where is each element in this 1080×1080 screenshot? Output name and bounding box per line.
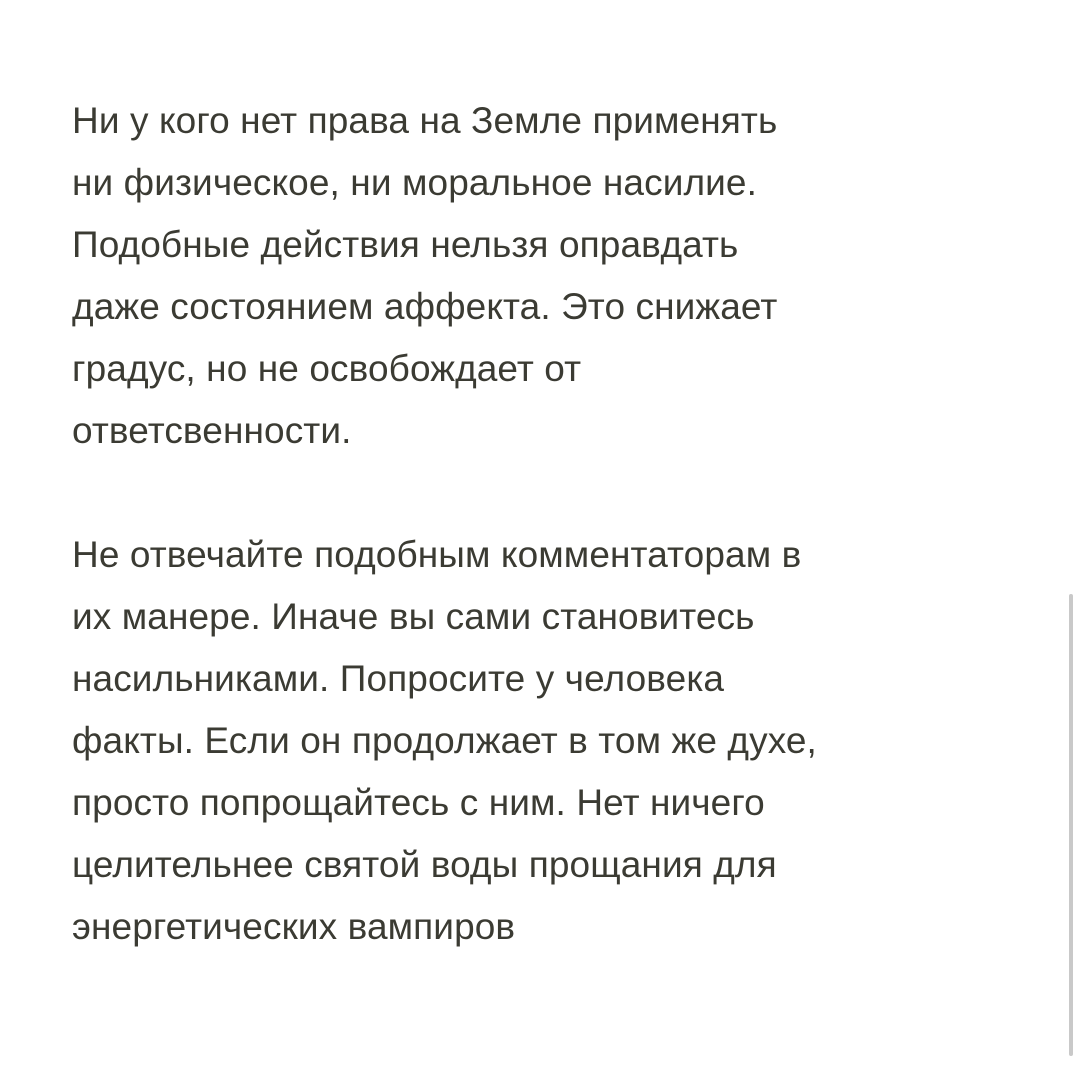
paragraph-line: просто попрощайтесь с ним. Нет ничего xyxy=(72,782,765,823)
paragraph-line: целительнее святой воды прощания для xyxy=(72,844,777,885)
paragraph-line: ответсвенности. xyxy=(72,410,352,451)
paragraph-line: Ни у кого нет права на Земле применять xyxy=(72,100,778,141)
paragraph-line: градус, но не освобождает от xyxy=(72,348,582,389)
text-content xyxy=(72,90,1032,958)
paragraph-2 xyxy=(72,524,1032,958)
paragraph-line: Подобные действия нельзя оправдать xyxy=(72,224,739,265)
vertical-scrollbar[interactable] xyxy=(1069,594,1073,1056)
paragraph-line: насильниками. Попросите у человека xyxy=(72,658,725,699)
paragraph-line: даже состоянием аффекта. Это снижает xyxy=(72,286,778,327)
paragraph-line: Не отвечайте подобным комментаторам в xyxy=(72,534,802,575)
paragraph-line: ни физическое, ни моральное насилие. xyxy=(72,162,757,203)
paragraph-line: их манере. Иначе вы сами становитесь xyxy=(72,596,755,637)
paragraph-line: факты. Если он продолжает в том же духе, xyxy=(72,720,817,761)
paragraph-spacer xyxy=(72,462,1032,524)
paragraph-1 xyxy=(72,90,1032,462)
paragraph-line: энергетических вампиров xyxy=(72,906,516,947)
